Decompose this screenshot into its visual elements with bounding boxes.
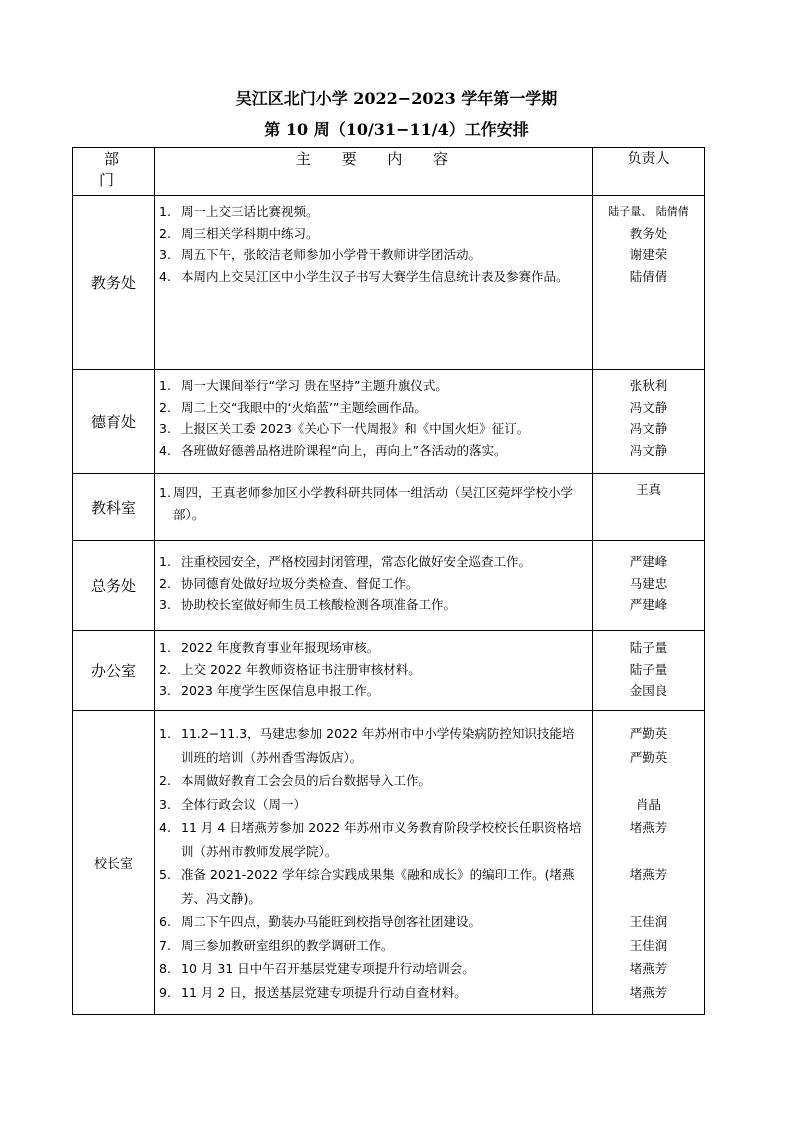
header-content: 主 要 内 容 <box>155 148 593 196</box>
list-item: 7. 周三参加教研室组织的教学调研工作。 <box>159 937 394 953</box>
owner-cell <box>593 370 705 474</box>
section-row-general-affairs <box>73 541 705 631</box>
owner-name: 严建峰 <box>629 597 668 612</box>
owner-name: 冯文静 <box>629 421 668 436</box>
content-cell <box>155 370 593 474</box>
list-item: 4. 本周内上交吴江区中小学生汉子书写大赛学生信息统计表及参赛作品。 <box>159 268 569 284</box>
section-row-office <box>73 631 705 711</box>
dept-cell: 教科室 <box>73 474 155 541</box>
dept-cell: 校长室 <box>73 711 155 1015</box>
owner-name: 金国良 <box>629 683 668 698</box>
list-item: 1. 2022 年度教育事业年报现场审核。 <box>159 640 380 655</box>
owner-name: 堵燕芳 <box>629 961 668 976</box>
dept-cell: 教务处 <box>73 196 155 370</box>
list-item: 3. 全体行政会议（周一） <box>159 796 307 812</box>
list-item: 2. 本周做好教育工会会员的后台数据导入工作。 <box>159 773 432 788</box>
owner-name: 王佳润 <box>629 937 668 953</box>
content-cell <box>155 541 593 631</box>
owner-name: 张秋利 <box>629 378 668 393</box>
owner-name <box>593 887 704 911</box>
header-owner: 负责人 <box>593 148 705 196</box>
owner-name: 谢建荣 <box>629 247 668 262</box>
owner-name: 肖晶 <box>635 796 661 812</box>
table-header-row <box>73 148 705 196</box>
section-row-research <box>73 474 705 541</box>
list-item: 1. 周四，王真老师参加区小学教科研共同体一组活动（吴江区菀坪学校小学部）。 <box>159 485 574 522</box>
list-item: 1. 周一大课间举行“学习 贵在坚持”主题升旗仪式。 <box>159 378 448 393</box>
list-item: 2. 上交 2022 年教师资格证书注册审核材料。 <box>159 661 421 677</box>
owner-cell <box>593 631 705 711</box>
owner-name: 冯文静 <box>629 399 668 415</box>
dept-cell: 办公室 <box>73 631 155 711</box>
header-dept: 部 门 <box>73 148 155 196</box>
list-item: 8. 10 月 31 日中午召开基层党建专项提升行动培训会。 <box>159 961 475 976</box>
owner-name: 陆倩倩 <box>629 268 668 284</box>
document-subtitle: 第 10 周（10/31−11/4）工作安排 <box>264 120 529 139</box>
owner-name: 严建峰 <box>629 554 668 569</box>
list-item: 1. 注重校园安全，严格校园封闭管理，常态化做好安全巡查工作。 <box>159 554 532 569</box>
owner-name: 堵燕芳 <box>629 820 668 835</box>
content-cell <box>155 631 593 711</box>
owner-cell <box>593 711 705 1015</box>
owner-name <box>593 840 704 864</box>
content-cell <box>155 711 593 1015</box>
dept-cell: 总务处 <box>73 541 155 631</box>
owner-name: 教务处 <box>629 225 668 241</box>
owner-cell <box>593 196 705 370</box>
list-item: 2. 周三相关学科期中练习。 <box>159 225 319 241</box>
section-row-academic <box>73 196 705 370</box>
document-title: 吴江区北门小学 2022−2023 学年第一学期 <box>235 89 558 108</box>
owner-name: 马建忠 <box>629 575 668 591</box>
list-item: 3. 周五下午，张皎洁老师参加小学骨干教师讲学团活动。 <box>159 247 482 262</box>
list-item: 6. 周二下午四点，勤装办马能旺到校指导创客社团建设。 <box>159 914 482 929</box>
list-item: 1. 11.2−11.3，马建忠参加 2022 年苏州市中小学传染病防控知识技能培训班的培训（苏州香雪海饭店）。 <box>159 726 575 765</box>
section-row-moral <box>73 370 705 474</box>
dept-cell: 德育处 <box>73 370 155 474</box>
list-item: 3. 上报区关工委 2023《关心下一代周报》和《中国火炬》征订。 <box>159 421 530 436</box>
content-cell <box>155 196 593 370</box>
owner-cell <box>593 541 705 631</box>
owner-name: 王真 <box>635 482 661 497</box>
list-item: 2. 协同德育处做好垃圾分类检查、督促工作。 <box>159 575 419 591</box>
list-item: 2. 周二上交“我眼中的‘火焰蓝’”主题绘画作品。 <box>159 399 427 415</box>
schedule-table <box>72 147 705 1015</box>
owner-name: 严勤英 <box>629 749 668 765</box>
list-item: 4. 各班做好德善品格进阶课程“向上，再向上”各活动的落实。 <box>159 442 507 458</box>
owner-name <box>593 769 704 793</box>
owner-name: 陆子量 <box>629 661 668 677</box>
owner-cell <box>593 474 705 541</box>
list-item: 5. 准备 2021-2022 学年综合实践成果集《融和成长》的编印工作。(堵燕芳、冯文静)。 <box>159 867 575 906</box>
list-item: 3. 协助校长室做好师生员工核酸检测各项准备工作。 <box>159 597 457 612</box>
content-cell <box>155 474 593 541</box>
owner-name: 堵燕芳 <box>629 867 668 882</box>
list-item: 1. 周一上交三话比赛视频。 <box>159 204 319 219</box>
owner-name: 严勤英 <box>629 726 668 741</box>
owner-name: 冯文静 <box>629 442 668 458</box>
owner-name: 堵燕芳 <box>629 984 668 1000</box>
owner-name: 陆子量、 陆倩倩 <box>608 205 689 218</box>
owner-name: 陆子量 <box>629 640 668 655</box>
owner-name: 王佳润 <box>629 914 668 929</box>
list-item: 9. 11 月 2 日，报送基层党建专项提升行动自查材料。 <box>159 984 467 1000</box>
list-item: 4. 11 月 4 日堵燕芳参加 2022 年苏州市义务教育阶段学校校长任职资格培训（苏州市教师发展学院）。 <box>159 820 582 859</box>
section-row-principal <box>73 711 705 1015</box>
list-item: 3. 2023 年度学生医保信息申报工作。 <box>159 683 380 698</box>
